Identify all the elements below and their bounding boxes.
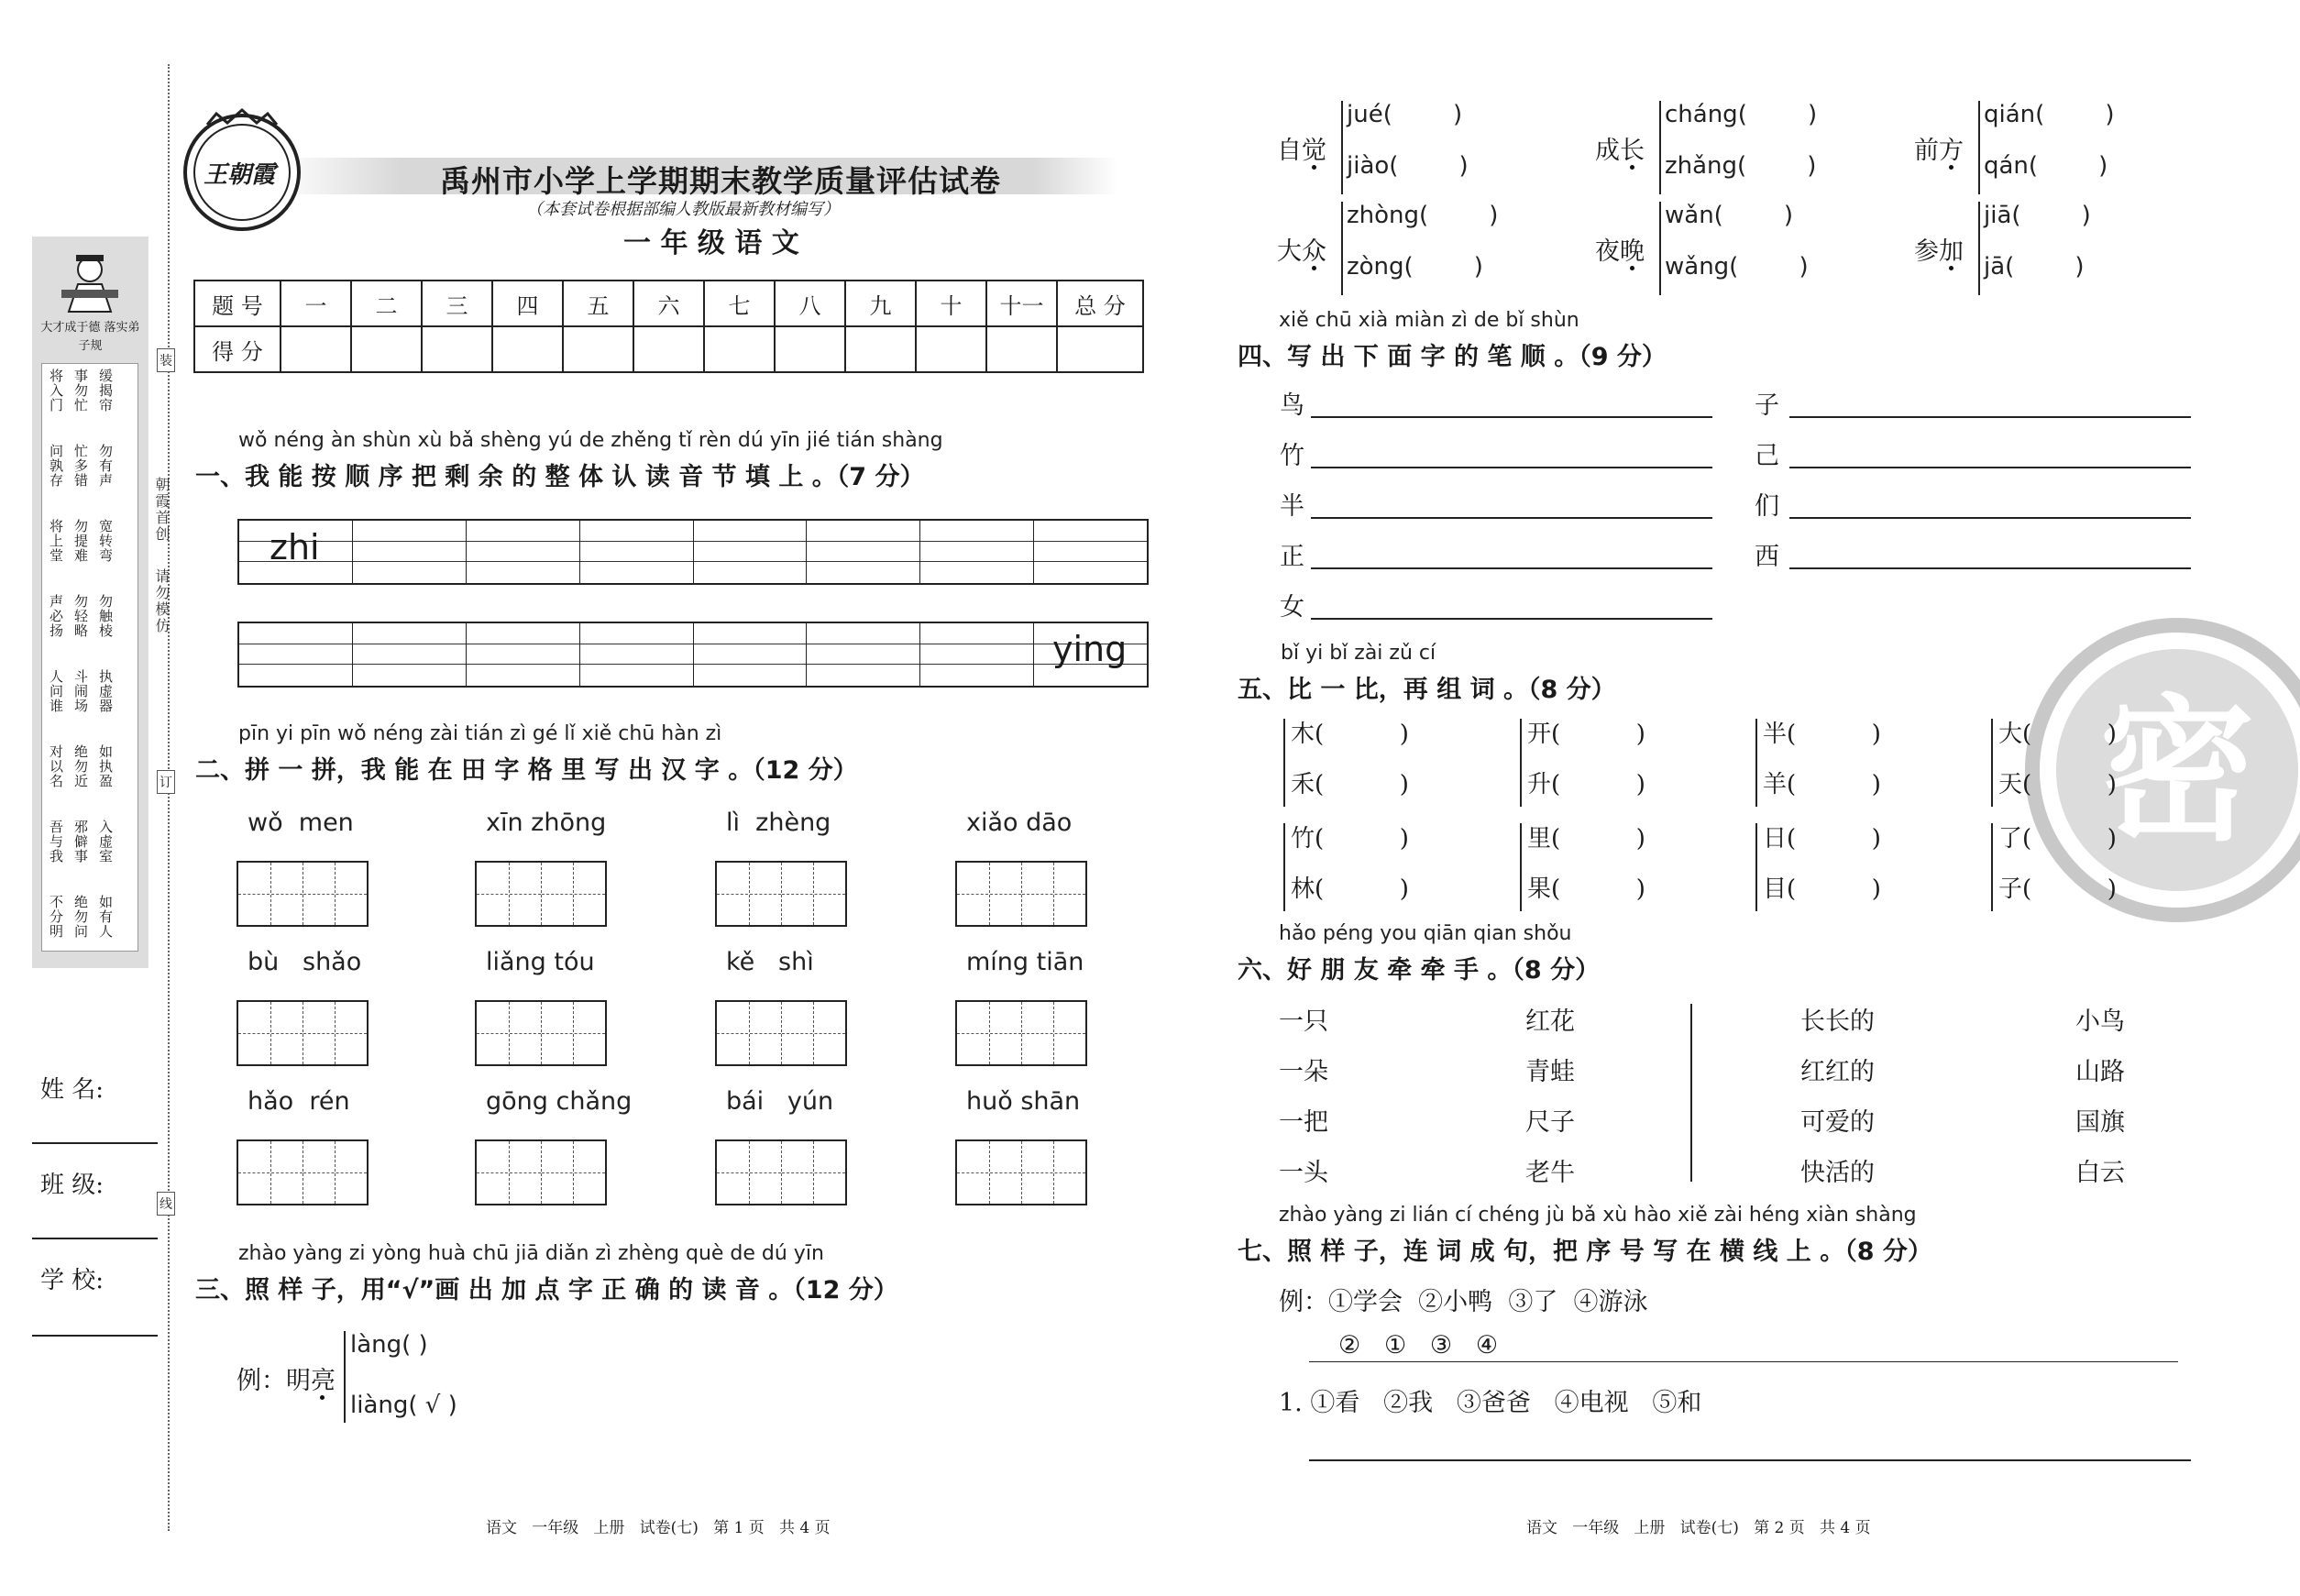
motto-column: 执虚器 [97,669,114,713]
score-head-cell: 九 [845,281,916,326]
q3-option[interactable]: cháng( ) [1665,101,1818,128]
binding-mark-3: 线 [157,1192,175,1216]
q2-word-pinyin: xiǎo dāo [966,809,1073,837]
q2-pinyin: pīn yi pīn wǒ néng zài tián zì gé lǐ xiě chū hàn zì [238,722,722,745]
q1-title: 一、我 能 按 顺 序 把 剩 余 的 整 体 认 读 音 节 填 上 。（7 分） [195,463,925,491]
q3-title: 三、照 样 子，用“√”画 出 加 点 字 正 确 的 读 音 。（12 分） [195,1276,898,1304]
motto-column: 绝勿问 [72,895,89,939]
q6-match-item[interactable]: 快活的 [1800,1159,1875,1187]
score-head-cell: 总 分 [1057,281,1143,326]
q7-pinyin: zhào yàng zi lián cí chéng jù bǎ xù hào xiě zài héng xiàn shàng [1279,1204,1917,1227]
binding-mark-2: 订 [157,770,175,794]
name-label: 姓 名: [40,1076,105,1104]
score-head-cell: 二 [351,281,422,326]
header-title: 禹州市小学上学期期末教学质量评估试卷 [440,163,1001,199]
four-line-cell[interactable] [239,623,352,686]
motto-column: 绝勿近 [72,744,89,788]
q6-pinyin: hǎo péng you qiān qian shǒu [1279,922,1572,945]
footer-right: 语文 一年级 上册 试卷(七) 第 2 页 共 4 页 [1526,1519,1871,1537]
score-input-cell[interactable] [351,326,422,372]
tian-zi-ge-cell[interactable] [477,1002,541,1064]
motto-column: 勿轻略 [72,594,89,638]
tian-zi-ge-cell[interactable] [303,1002,368,1064]
four-line-cell[interactable] [579,623,693,686]
q6-match-item[interactable]: 可爱的 [1800,1108,1875,1137]
q5-item[interactable]: 天( ) [1998,771,2117,798]
four-line-cell[interactable] [579,521,693,583]
q4-pinyin: xiě chū xià miàn zì de bǐ shùn [1279,309,1579,332]
q3-example-brace [344,1331,346,1423]
q7-answer-line[interactable] [1309,1459,2191,1461]
four-line-cell[interactable] [919,623,1033,686]
q1-pinyin: wǒ néng àn shùn xù bǎ shèng yú de zhěng tǐ rèn dú yīn jié tián shàng [238,429,943,452]
q3-brace [1659,101,1661,194]
q4-char: 西 [1755,543,1779,571]
motto-column: 问孰存 [48,444,64,488]
tian-zi-ge-cell[interactable] [717,863,781,925]
q7-example: 例：①学会 ②小鸭 ③了 ④游泳 [1279,1288,1648,1316]
motto-column: 声必扬 [48,594,64,638]
q4-answer-line[interactable] [1311,416,1712,418]
q2-word-pinyin: hǎo rén [248,1087,350,1116]
score-head-cell: 十 [916,281,986,326]
q2-word-pinyin: bù shǎo [248,948,362,976]
q6-match-item[interactable]: 长长的 [1800,1007,1875,1036]
q3-brace [1341,101,1343,194]
motto-column: 将入门 [48,369,64,413]
score-table [193,280,1144,373]
score-head-cell: 八 [775,281,845,326]
tian-zi-ge-cell[interactable] [781,863,846,925]
q3-word: 前方 [1914,137,1964,165]
q3-dot-marker [1630,165,1634,170]
q2-title: 二、拼 一 拼，我 能 在 田 字 格 里 写 出 汉 字 。（12 分） [195,756,858,785]
q3-pinyin: zhào yàng zi yòng huà chū jiā diǎn zì zhèng què de dú yīn [238,1242,824,1265]
tian-zi-ge-grid[interactable] [955,861,1087,927]
q5-brace [1283,823,1285,911]
q3-option[interactable]: wǎng( ) [1665,253,1809,281]
motto-column: 斗闹场 [72,669,89,713]
tian-zi-ge-cell[interactable] [957,863,1021,925]
header-subtitle: （本套试卷根据部编人教版最新教材编写） [526,200,840,219]
tian-zi-ge-cell[interactable] [1021,863,1086,925]
score-head-cell: 五 [563,281,633,326]
q4-answer-line[interactable] [1789,567,2191,569]
q3-brace [1978,101,1980,194]
motto-column: 人问谁 [48,669,64,713]
q6-match-item[interactable]: 老牛 [1525,1159,1575,1187]
tian-zi-ge-grid[interactable] [237,861,369,927]
logo-text: 王朝霞 [204,161,276,189]
q5-item[interactable]: 羊( ) [1763,771,1881,798]
q4-char: 鸟 [1280,391,1304,420]
q6-match-item[interactable]: 一朵 [1279,1058,1328,1086]
motto-column: 吾与我 [48,820,64,864]
class-field[interactable] [32,1238,158,1239]
name-field[interactable] [32,1142,158,1144]
q6-match-item[interactable]: 红红的 [1800,1058,1875,1086]
q6-match-item[interactable]: 青蛙 [1525,1058,1575,1086]
q5-item[interactable]: 果( ) [1527,875,1645,903]
q4-answer-line[interactable] [1789,467,2191,468]
q4-char: 正 [1280,543,1304,571]
score-head-cell: 题 号 [194,281,281,326]
q5-title: 五、比 一 比，再 组 词 。（8 分） [1238,676,1616,704]
score-label-cell: 得 分 [194,326,281,372]
q5-item[interactable]: 子( ) [1998,875,2117,903]
q3-option[interactable]: jué( ) [1347,101,1463,128]
binding-mark-1: 装 [157,348,175,372]
score-input-cell[interactable] [422,326,492,372]
q6-match-item[interactable]: 白云 [2075,1159,2125,1187]
q5-brace [1755,823,1757,911]
tian-zi-ge-cell[interactable] [541,1002,606,1064]
q5-item[interactable]: 开( ) [1527,721,1645,748]
q6-match-item[interactable]: 一头 [1279,1159,1328,1187]
q7-item-1: 1. ①看 ②我 ③爸爸 ④电视 ⑤和 [1279,1389,1702,1417]
q4-title: 四、写 出 下 面 字 的 笔 顺 。（9 分） [1238,343,1667,371]
q5-brace [1520,823,1522,911]
q3-brace [1978,202,1980,295]
q2-word-pinyin: liǎng tóu [486,948,595,976]
q5-item[interactable]: 目( ) [1763,875,1881,903]
q2-word-pinyin: míng tiān [966,948,1084,976]
q5-item[interactable]: 大( ) [1998,721,2117,748]
q5-pinyin: bǐ yi bǐ zài zǔ cí [1281,642,1436,665]
four-line-cell[interactable] [806,521,919,583]
q4-char: 女 [1280,593,1304,622]
tian-zi-ge-cell[interactable] [781,1002,846,1064]
motto-column: 勿有声 [97,444,114,488]
motto-columns [48,369,130,955]
score-input-cell[interactable] [281,326,351,372]
q3-word: 夜晚 [1595,237,1645,266]
four-line-cell[interactable] [806,623,919,686]
q5-item[interactable]: 半( ) [1763,721,1881,748]
four-line-cell[interactable] [352,521,466,583]
tian-zi-ge-cell[interactable] [238,1002,303,1064]
q3-option[interactable]: jiào( ) [1347,152,1469,180]
q3-brace [1659,202,1661,295]
q3-example-dot [320,1395,325,1400]
tian-zi-ge-cell[interactable] [477,863,541,925]
grade-subject: 一 年 级 语 文 [623,227,799,259]
tian-zi-ge-cell[interactable] [717,1141,781,1204]
q4-char: 们 [1755,492,1779,521]
q3-dot-marker [1949,266,1953,270]
q2-word-pinyin: gōng chǎng [486,1087,633,1116]
q5-item[interactable]: 了( ) [1998,825,2117,853]
score-input-cell[interactable] [775,326,845,372]
q6-match-item[interactable]: 红花 [1525,1007,1575,1036]
q5-brace [1755,719,1757,807]
scholar-figure-icon [58,249,122,314]
score-head-cell: 一 [281,281,351,326]
q3-option[interactable]: jiā( ) [1984,202,2091,229]
q3-example-label: 例：明亮 [237,1367,336,1395]
tian-zi-ge-cell[interactable] [541,1141,606,1204]
q3-brace [1341,202,1343,295]
score-input-cell[interactable] [563,326,633,372]
q5-item[interactable]: 林( ) [1291,875,1409,903]
q7-example-line [1309,1361,2178,1362]
q3-word: 大众 [1277,237,1326,266]
binding-dotted-line [168,64,170,1531]
q3-option[interactable]: wǎn( ) [1665,202,1794,229]
q4-answer-line[interactable] [1311,567,1712,569]
tian-zi-ge-grid[interactable] [715,1000,847,1066]
tian-zi-ge-cell[interactable] [781,1141,846,1204]
score-head-cell: 四 [492,281,563,326]
q3-word: 成长 [1595,137,1645,165]
motto-column: 入虚室 [97,820,114,864]
tian-zi-ge-cell[interactable] [541,863,606,925]
tian-zi-ge-grid[interactable] [715,861,847,927]
school-field[interactable] [32,1335,158,1337]
q1-writing-row-2 [237,622,1149,688]
q4-answer-line[interactable] [1311,517,1712,519]
q3-dot-marker [1949,165,1953,170]
tian-zi-ge-cell[interactable] [477,1141,541,1204]
four-line-cell[interactable] [466,623,579,686]
q4-answer-line[interactable] [1311,618,1712,620]
q5-item[interactable]: 升( ) [1527,771,1645,798]
score-input-cell[interactable] [986,326,1057,372]
score-head-cell: 六 [633,281,704,326]
school-label: 学 校: [40,1267,105,1294]
q1-example-last: ying [1052,629,1128,669]
q4-char: 竹 [1280,442,1304,470]
q4-answer-line[interactable] [1789,416,2191,418]
q3-option[interactable]: jā( ) [1984,253,2085,281]
four-line-cell[interactable] [352,623,466,686]
q6-match-item[interactable]: 国旗 [2075,1108,2125,1137]
q1-writing-row-1 [237,519,1149,585]
tian-zi-ge-grid[interactable] [237,1139,369,1205]
q6-match-item[interactable]: 尺子 [1525,1108,1575,1137]
q4-answer-line[interactable] [1789,517,2191,519]
q3-option[interactable]: zhòng( ) [1347,202,1499,229]
four-line-cell[interactable] [693,623,807,686]
score-value-row [194,326,1143,372]
motto-column: 对以名 [48,744,64,788]
score-head-cell: 三 [422,281,492,326]
tian-zi-ge-cell[interactable] [303,863,368,925]
score-input-cell[interactable] [704,326,775,372]
tian-zi-ge-cell[interactable] [957,1002,1021,1064]
q3-example-opt1: làng( ) [350,1331,428,1359]
q6-title: 六、好 朋 友 牵 牵 手 。（8 分） [1238,956,1601,985]
q4-answer-line[interactable] [1311,467,1712,468]
four-line-cell[interactable] [466,521,579,583]
q3-option[interactable]: zhǎng( ) [1665,152,1817,180]
tian-zi-ge-grid[interactable] [237,1000,369,1066]
q5-brace [1991,719,1993,807]
class-label: 班 级: [40,1172,105,1199]
four-line-cell[interactable] [919,521,1033,583]
q6-match-item[interactable]: 一把 [1279,1108,1328,1137]
q5-brace [1520,719,1522,807]
motto-column: 邪僻事 [72,820,89,864]
footer-left: 语文 一年级 上册 试卷(七) 第 1 页 共 4 页 [486,1519,831,1537]
q3-dot-marker [1312,165,1316,170]
q3-word: 自觉 [1277,137,1326,165]
score-input-cell[interactable] [492,326,563,372]
q5-brace [1283,719,1285,807]
tian-zi-ge-cell[interactable] [1021,1002,1086,1064]
q4-char: 己 [1755,442,1779,470]
tian-zi-ge-grid[interactable] [475,861,607,927]
motto-column: 事勿忙 [72,369,89,413]
q6-match-item[interactable]: 山路 [2075,1058,2125,1086]
q5-brace [1991,823,1993,911]
score-input-cell[interactable] [1057,326,1143,372]
q6-match-item[interactable]: 一只 [1279,1007,1328,1036]
tian-zi-ge-cell[interactable] [238,863,303,925]
q2-word-pinyin: bái yún [726,1087,834,1116]
q5-item[interactable]: 禾( ) [1291,771,1409,798]
motto-column: 将上堂 [48,519,64,563]
motto-column: 忙多错 [72,444,89,488]
q3-option[interactable]: qán( ) [1984,152,2108,180]
tian-zi-ge-grid[interactable] [475,1000,607,1066]
q4-char: 子 [1755,391,1779,420]
motto-column: 勿触棱 [97,594,114,638]
q5-item[interactable]: 日( ) [1763,825,1881,853]
q2-word-pinyin: wǒ men [248,809,354,837]
tian-zi-ge-grid[interactable] [715,1139,847,1205]
q3-dot-marker [1312,266,1316,270]
q2-word-pinyin: lì zhèng [726,809,831,837]
q3-option[interactable]: zòng( ) [1347,253,1483,281]
score-head-cell: 七 [704,281,775,326]
four-line-cell[interactable] [1033,521,1147,583]
tian-zi-ge-grid[interactable] [955,1139,1087,1205]
svg-text:密: 密 [2098,681,2256,863]
score-input-cell[interactable] [916,326,986,372]
seal-note-2: 请勿模仿 [153,568,171,634]
q2-word-pinyin: kě shì [726,948,814,976]
q1-example-first: zhi [270,527,320,567]
q3-example-opt2: liàng( √ ) [350,1392,457,1419]
q4-char: 半 [1280,492,1304,521]
q3-option[interactable]: qián( ) [1984,101,2115,128]
motto-column: 勿提难 [72,519,89,563]
score-header-row [194,281,1143,326]
q3-dot-marker [1630,266,1634,270]
motto-title: 大才成于德 落实弟子规 [40,321,140,353]
q3-word: 参加 [1914,237,1964,266]
motto-column: 如有人 [97,895,114,939]
tian-zi-ge-cell[interactable] [957,1141,1021,1204]
motto-column: 不分明 [48,895,64,939]
q5-item[interactable]: 里( ) [1527,825,1645,853]
tian-zi-ge-cell[interactable] [303,1141,368,1204]
tian-zi-ge-grid[interactable] [475,1139,607,1205]
q2-word-pinyin: xīn zhōng [486,809,607,837]
score-input-cell[interactable] [845,326,916,372]
q5-item[interactable]: 竹( ) [1291,825,1409,853]
tian-zi-ge-cell[interactable] [717,1002,781,1064]
score-head-cell: 十一 [986,281,1057,326]
motto-column: 宽转弯 [97,519,114,563]
tian-zi-ge-cell[interactable] [1021,1141,1086,1204]
motto-column: 如执盈 [97,744,114,788]
score-input-cell[interactable] [633,326,704,372]
q5-item[interactable]: 木( ) [1291,721,1409,748]
tian-zi-ge-grid[interactable] [955,1000,1087,1066]
four-line-cell[interactable] [693,521,807,583]
seal-note-1: 朝霞首创 [153,477,171,543]
q6-match-item[interactable]: 小鸟 [2075,1007,2125,1036]
q6-divider [1690,1004,1692,1182]
q2-word-pinyin: huǒ shān [966,1087,1081,1116]
q7-example-answer: ② ① ③ ④ [1338,1331,1499,1359]
tian-zi-ge-cell[interactable] [238,1141,303,1204]
motto-column: 缓揭帘 [97,369,114,413]
q7-title: 七、照 样 子，连 词 成 句，把 序 号 写 在 横 线 上 。（8 分） [1238,1238,1932,1266]
